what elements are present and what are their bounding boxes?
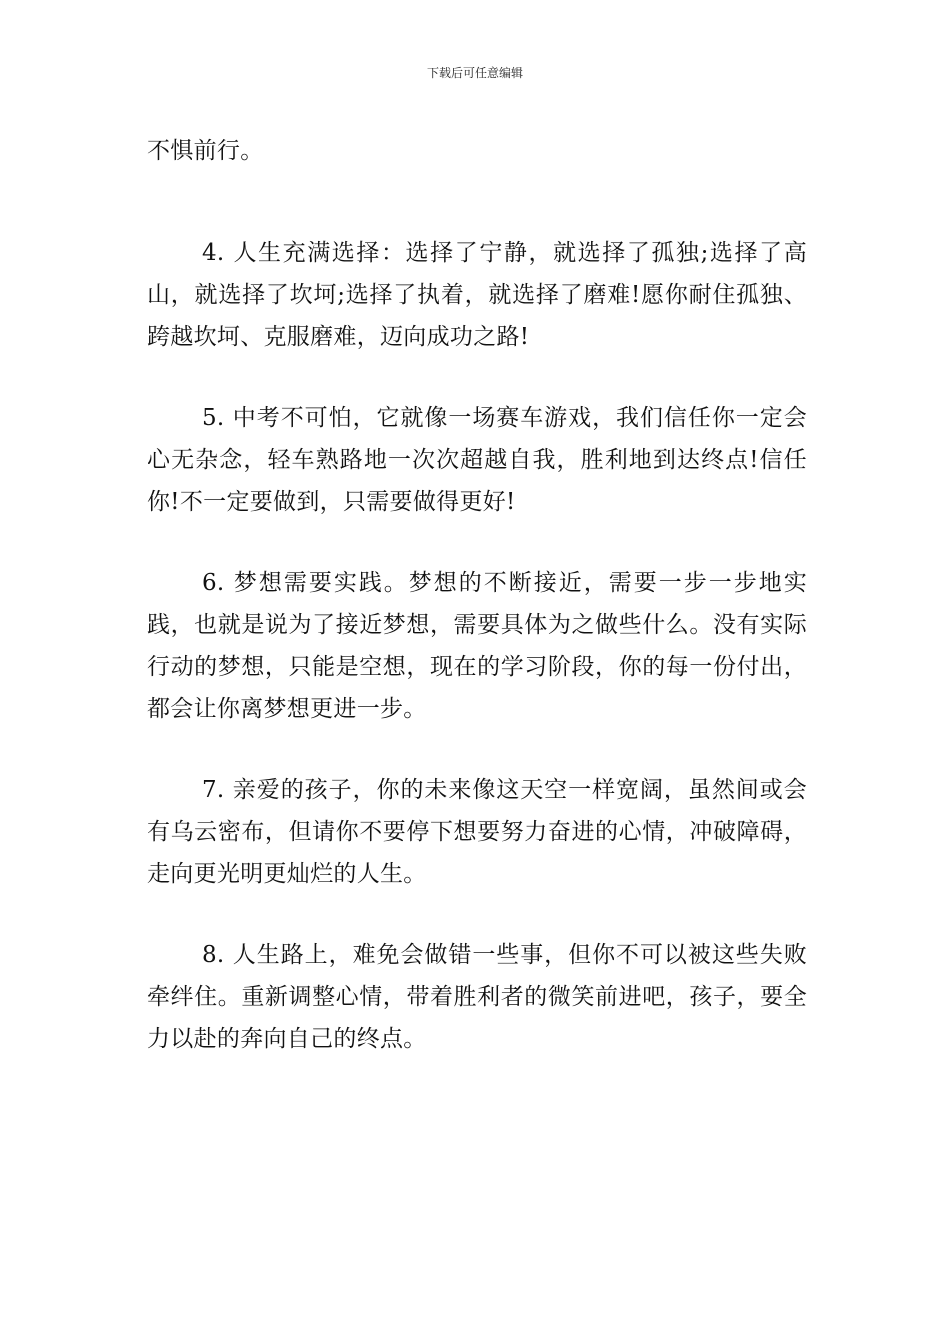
paragraph-item-7: 7. 亲爱的孩子，你的未来像这天空一样宽阔，虽然间或会有乌云密布，但请你不要停下想要努力奋进的心情，冲破障碍，走向更光明更灿烂的人生。 [147, 777, 807, 887]
paragraph-spacer [147, 358, 807, 397]
page-header: 下载后可任意编辑 [426, 66, 523, 80]
paragraph-spacer [147, 523, 807, 562]
paragraph-item-6: 6. 梦想需要实践。梦想的不断接近，需要一步一步地实践，也就是说为了接近梦想，需要具体为之做些什么。没有实际行动的梦想，只能是空想，现在的学习阶段，你的每一份付出，都会让你离梦想更进一步。 [147, 570, 807, 722]
paragraph-item-8: 8. 人生路上，难免会做错一些事，但你不可以被这些失败牵绊住。重新调整心情，带着胜利者的微笑前进吧，孩子，要全力以赴的奔向自己的终点。 [147, 942, 807, 1052]
paragraph-spacer [147, 895, 807, 934]
paragraph-continuation: 不惧前行。 [147, 138, 264, 164]
paragraph-spacer [147, 730, 807, 769]
paragraph-spacer [147, 172, 807, 232]
paragraph-item-4: 4. 人生充满选择：选择了宁静，就选择了孤独;选择了高山，就选择了坎坷;选择了执着，就选择了磨难!愿你耐住孤独、跨越坎坷、克服磨难，迈向成功之路! [147, 240, 807, 350]
document-body [147, 130, 807, 1060]
paragraph-item-5: 5. 中考不可怕，它就像一场赛车游戏，我们信任你一定会心无杂念，轻车熟路地一次次超越自我，胜利地到达终点!信任你!不一定要做到，只需要做得更好! [147, 405, 807, 515]
